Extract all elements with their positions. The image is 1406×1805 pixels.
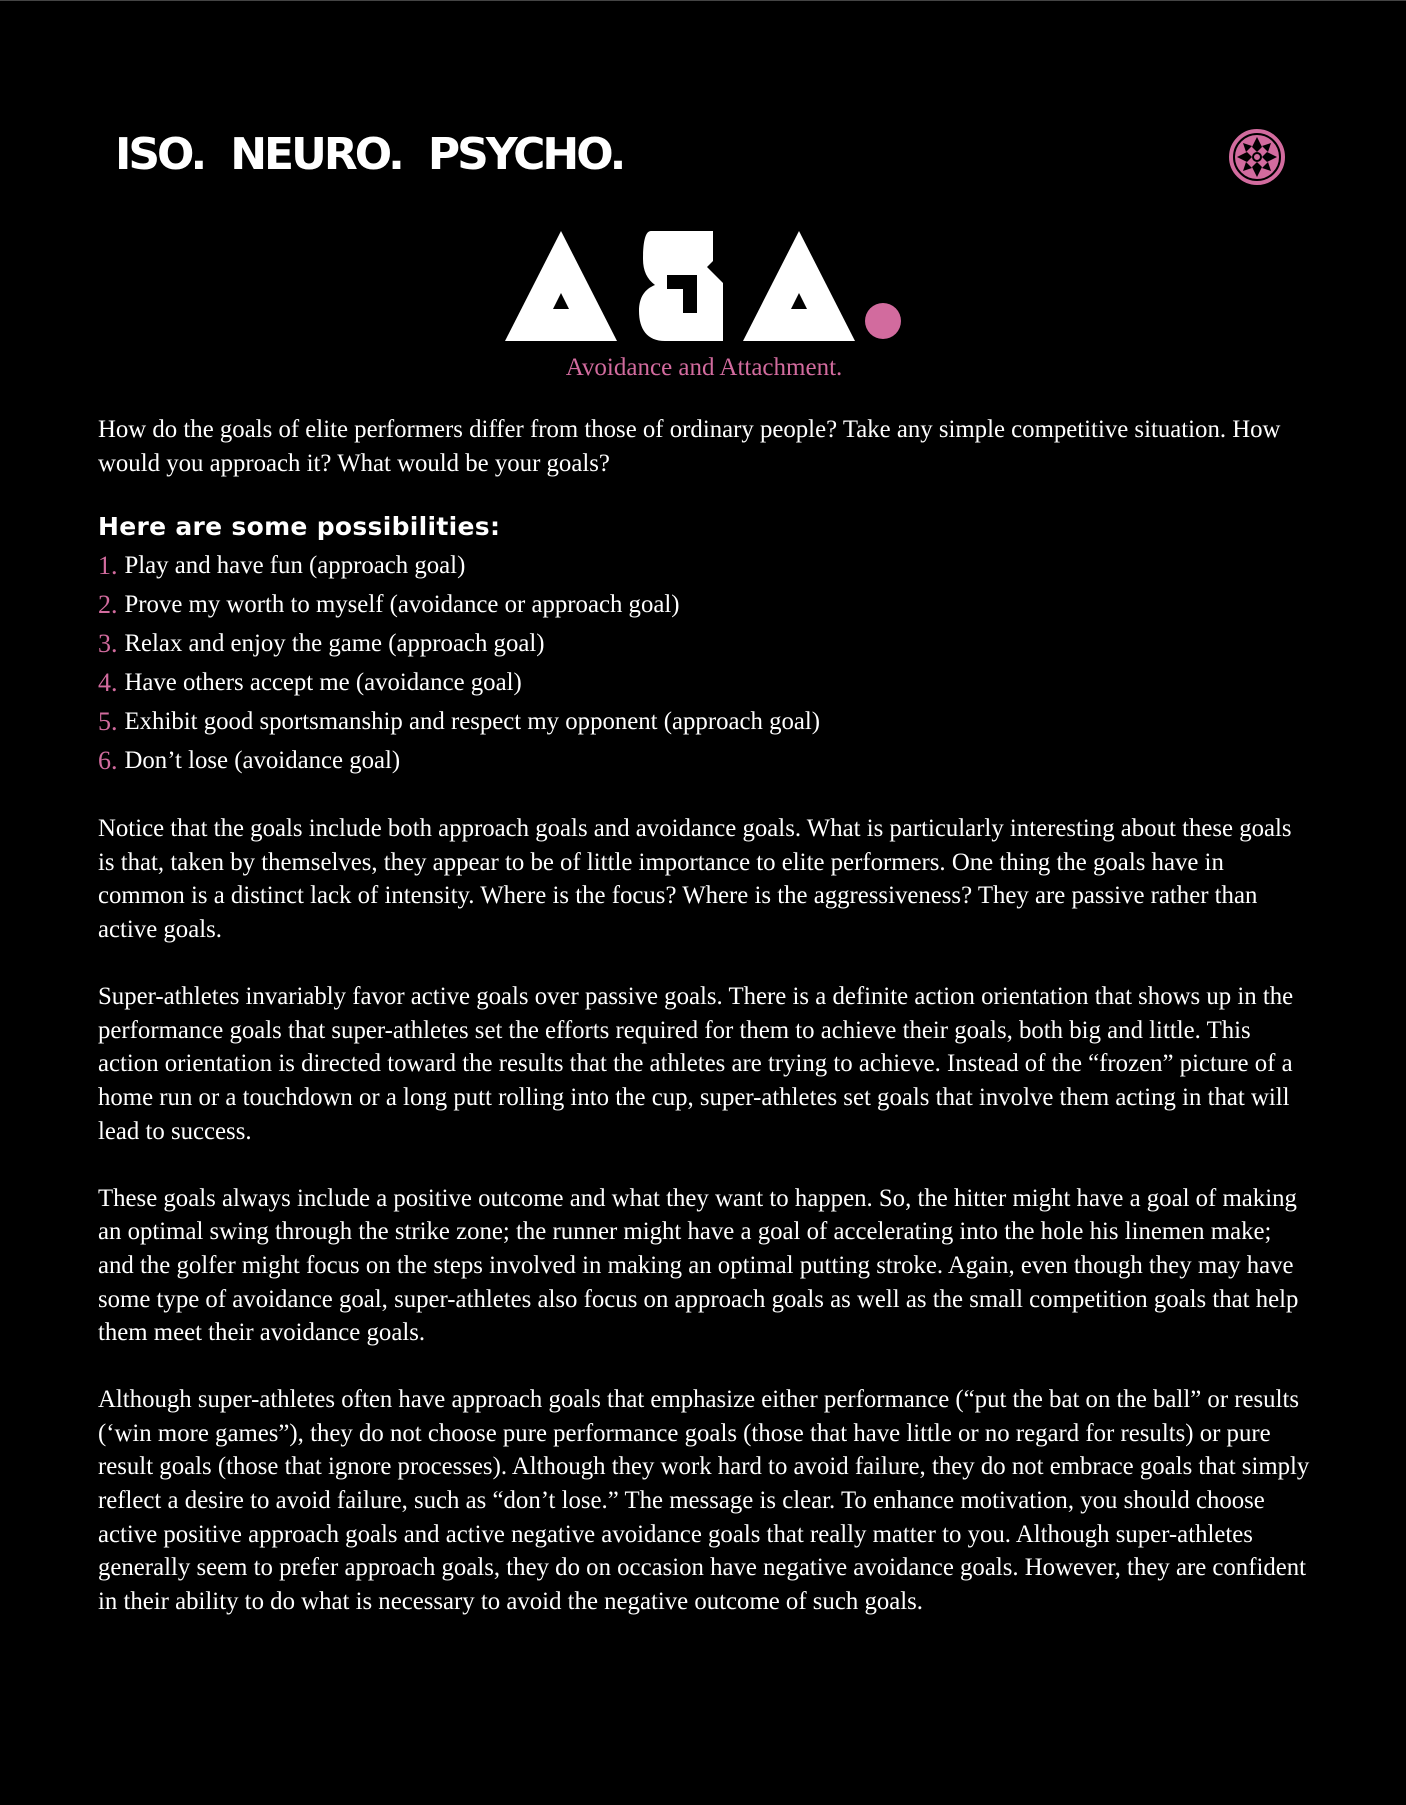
- list-item: [98, 624, 1310, 663]
- intro-paragraph: How do the goals of elite performers differ from those of ordinary people? Take any simple competitive situation. How would you approach it? What would be your goals?: [98, 416, 1281, 477]
- title-letter-a-right: [743, 231, 855, 341]
- title-block: [0, 229, 1406, 382]
- article-body: [98, 413, 1310, 1652]
- list-item-text: Play and have fun (approach goal): [124, 552, 466, 580]
- list-item-number: 1.: [98, 551, 118, 581]
- possibilities-list: [98, 546, 1310, 780]
- body-paragraph-4: Although super-athletes often have approach goals that emphasize either performance (“put the bat on the ball” or results (‘win more games”), they do not choose pure performance goals (those that have little or no regard for results) or pure result goals (those that ignore processes). Although they work hard to avoid failure, they do not embrace goals that simply reflect a desire to avoid failure, such as “don’t lose.” The message is clear. To enhance motivation, you should choose active positive approach goals and active negative avoidance goals that really matter to you. Although super-athletes generally seem to prefer approach goals, they do on occasion have negative avoidance goals. However, they are confident in their ability to do what is necessary to avoid the negative outcome of such goals.: [98, 1386, 1310, 1615]
- list-item-number: 2.: [98, 590, 118, 620]
- list-item-number: 4.: [98, 668, 118, 698]
- brand-word-iso: ISO.: [115, 129, 205, 180]
- body-paragraph-3: These goals always include a positive outcome and what they want to happen. So, the hitter might have a goal of making an optimal swing through the strike zone; the runner might have a goal of accelerating into the hole his linemen make; and the golfer might focus on the steps involved in making an optimal putting stroke. Again, even though they may have some type of avoidance goal, super-athletes also focus on approach goals as well as the small competition goals that help them meet their avoidance goals.: [98, 1184, 1299, 1347]
- list-item-text: Exhibit good sportsmanship and respect my opponent (approach goal): [124, 708, 821, 736]
- ornamental-emblem-icon: [1225, 125, 1289, 189]
- title-dot: [865, 303, 901, 339]
- list-item: [98, 663, 1310, 702]
- list-item-number: 3.: [98, 629, 118, 659]
- list-item: [98, 741, 1310, 780]
- list-item-number: 5.: [98, 707, 118, 737]
- list-item-text: Prove my worth to myself (avoidance or approach goal): [124, 591, 680, 619]
- list-item-text: Have others accept me (avoidance goal): [124, 669, 522, 697]
- page-title: [505, 229, 901, 341]
- list-item-text: Relax and enjoy the game (approach goal): [124, 630, 545, 658]
- list-item: [98, 702, 1310, 741]
- title-letter-a-left: [505, 231, 617, 341]
- brand-word-neuro: NEURO.: [230, 129, 402, 180]
- list-item-text: Don’t lose (avoidance goal): [124, 747, 401, 775]
- list-item: [98, 585, 1310, 624]
- body-paragraph-1: Notice that the goals include both approach goals and avoidance goals. What is particularly interesting about these goals is that, taken by themselves, they appear to be of little importance to elite performers. One thing the goals have in common is a distinct lack of intensity. Where is the focus? Where is the aggressiveness? They are passive rather than active goals.: [98, 815, 1292, 943]
- body-paragraph-2: Super-athletes invariably favor active goals over passive goals. There is a definite action orientation that shows up in the performance goals that super-athletes set the efforts required for them to achieve their goals, both big and little. This action orientation is directed toward the results that the athletes are trying to achieve. Instead of the “frozen” picture of a home run or a touchdown or a long putt rolling into the cup, super-athletes set goals that involve them acting in that will lead to success.: [98, 983, 1294, 1145]
- title-ampersand: [635, 231, 727, 341]
- brand-header: [115, 129, 624, 180]
- list-item-number: 6.: [98, 746, 118, 776]
- page-subtitle: Avoidance and Attachment.: [565, 354, 843, 381]
- brand-word-psycho: PSYCHO.: [427, 129, 624, 180]
- list-item: [98, 546, 1310, 585]
- possibilities-heading: Here are some possibilities:: [98, 512, 501, 542]
